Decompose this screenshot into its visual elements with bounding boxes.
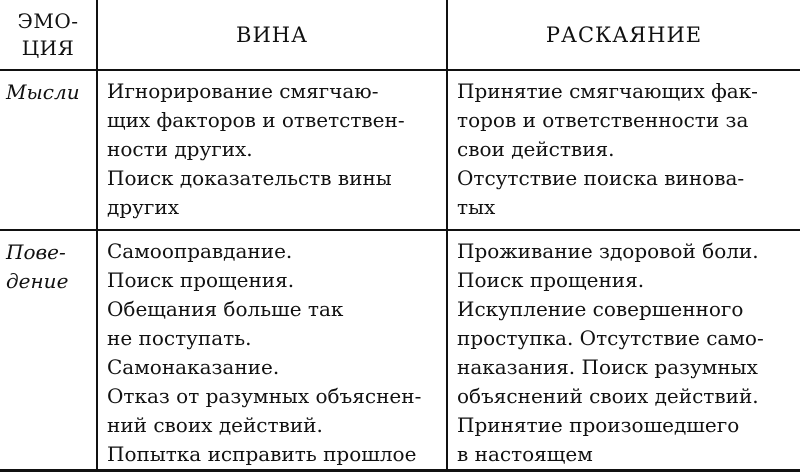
cell-line: Проживание здоровой боли. <box>457 239 759 263</box>
cell-line: Поиск доказательств вины <box>107 166 392 190</box>
cell-line: щих факторов и ответствен- <box>107 108 405 132</box>
cell-line: Попытка исправить прошлое <box>107 442 417 466</box>
cell-line: торов и ответственности за <box>457 108 749 132</box>
cell-line: Поиск прощения. <box>457 268 645 292</box>
cell-line: Поиск прощения. <box>107 268 295 292</box>
cell-line: объяснений своих действий. <box>457 384 759 408</box>
cell-line: Отсутствие поиска винова- <box>457 166 745 190</box>
cell-line: Искупление совершенного <box>457 297 744 321</box>
row-label-behavior <box>0 230 97 471</box>
cell-line: наказания. Поиск разумных <box>457 355 758 379</box>
cell-line: тых <box>457 195 496 219</box>
row-label-line: Пове- <box>6 240 66 264</box>
cell-line: не поступать. <box>107 326 252 350</box>
cell-line: Принятие смягчающих фак- <box>457 79 758 103</box>
row-label-line: дение <box>6 269 69 293</box>
cell-line: других <box>107 195 179 219</box>
emotion-column-header <box>0 0 97 70</box>
guilt-column-header: ВИНА <box>97 0 447 70</box>
cell-line: свои действия. <box>457 137 615 161</box>
remorse-column-header: РАСКАЯНИЕ <box>447 0 800 70</box>
guilt-behavior-cell <box>97 230 447 471</box>
cell-line: проступка. Отсутствие само- <box>457 326 764 350</box>
cell-line: Самонаказание. <box>107 355 280 379</box>
cell-line: Игнорирование смягчаю- <box>107 79 379 103</box>
guilt-thoughts-cell <box>97 70 447 230</box>
remorse-thoughts-cell <box>447 70 800 230</box>
row-label-line: Мысли <box>6 80 80 104</box>
header-row <box>0 0 800 70</box>
cell-line: Принятие произошедшего <box>457 413 740 437</box>
table-row-behavior <box>0 230 800 471</box>
emotion-header-line: ЦИЯ <box>21 35 75 60</box>
emotion-header-line: ЭМО- <box>17 8 79 33</box>
cell-line: Обещания больше так <box>107 297 344 321</box>
cell-line: Отказ от разумных объяснен- <box>107 384 422 408</box>
table-row-thoughts <box>0 70 800 230</box>
row-label-thoughts <box>0 70 97 230</box>
remorse-behavior-cell <box>447 230 800 471</box>
cell-line: в настоящем <box>457 442 593 466</box>
cell-line: ний своих действий. <box>107 413 323 437</box>
cell-line: Самооправдание. <box>107 239 293 263</box>
cell-line: ности других. <box>107 137 253 161</box>
